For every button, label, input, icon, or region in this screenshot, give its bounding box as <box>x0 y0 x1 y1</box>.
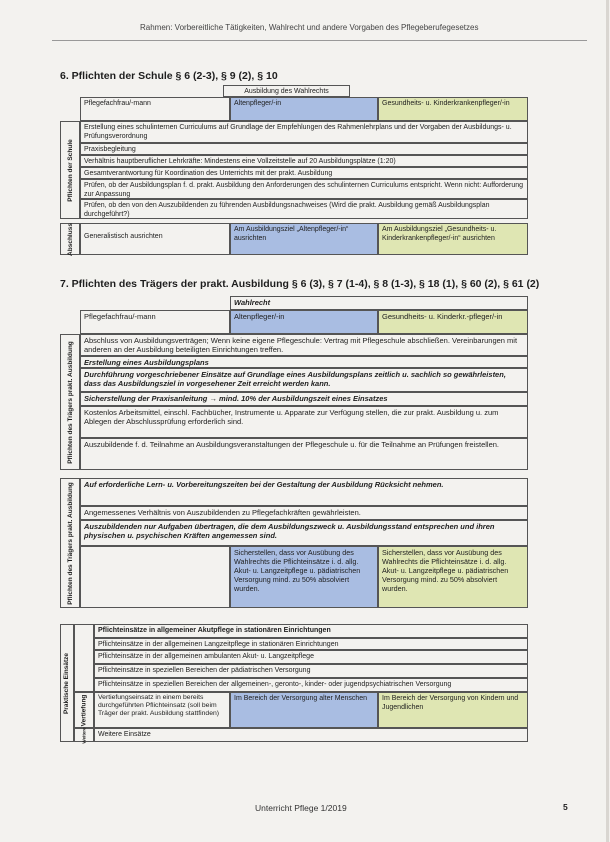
s8-weitere-row: Weitere Einsätze <box>94 728 528 742</box>
s8-vertiefung-col2: Im Bereich der Versorgung alter Menschen <box>230 692 378 728</box>
s8-vertiefung-col1: Vertiefungseinsatz in einem bereits durchgeführten Pflichteinsatz (soll beim Träger der prakt. Ausbildung stattfinden) <box>94 692 230 728</box>
s7-col1: Pflegefachfrau/-mann <box>80 310 230 334</box>
s7-col2: Altenpfleger/-in <box>230 310 378 334</box>
s6-bottom-col1: Generalistisch ausrichten <box>80 223 230 255</box>
s6-row: Prüfen, ob den von den Auszubildenden zu führenden Ausbildungsnachweises (Wird die prakt. Ausbildung gemäß Ausbildungsplan durchgeführt?) <box>80 199 528 219</box>
s8-weitere-label: Weitere <box>74 728 94 742</box>
s6-bottom-label: Abschluss <box>60 223 80 255</box>
s6-row: Verhältnis hauptberuflicher Lehrkräfte: Mindestens eine Vollzeitstelle auf 20 Ausbildungsplätze (1:20) <box>80 155 528 167</box>
s7-col3: Gesundheits- u. Kinderkr.-pfleger/-in <box>378 310 528 334</box>
s8-vertiefung-col3: Im Bereich der Versorgung von Kindern und Jugendlichen <box>378 692 528 728</box>
s8-row: Pflichteinsätze in der allgemeinen ambulanten Akut- u. Langzeitpflege <box>94 650 528 664</box>
running-header: Rahmen: Vorbereitliche Tätigkeiten, Wahlrecht und andere Vorgaben des Pflegeberufegesetzes <box>140 23 479 32</box>
s7-row: Auszubildenden nur Aufgaben übertragen, die dem Ausbildungszweck u. Ausbildungsstand entsprechen und ihren physischen u. psychischen Kräften angemessen sind. <box>80 520 528 546</box>
s7-row: Angemessenes Verhältnis von Auszubildenden zu Pflegefachkräften gewährleisten. <box>80 506 528 520</box>
s6-col2: Altenpfleger/-in <box>230 97 378 121</box>
section-6-title: 6. Pflichten der Schule § 6 (2-3), § 9 (2), § 10 <box>60 70 278 82</box>
s7-row: Auszubildende f. d. Teilnahme an Ausbildungsveranstaltungen der Pflegeschule u. für die Teilnahme an Prüfungen freistellen. <box>80 438 528 470</box>
s8-pflicht-spacer <box>74 624 94 692</box>
s6-col1: Pflegefachfrau/-mann <box>80 97 230 121</box>
s7-wahl-col1 <box>80 546 230 608</box>
s8-row: Pflichteinsätze in speziellen Bereichen der allgemeinen-, geronto-, kinder- oder jugendpsychiatrischen Versorgung <box>94 678 528 692</box>
s6-row: Gesamtverantwortung für Koordination des Unterrichts mit der prakt. Ausbildung <box>80 167 528 179</box>
s7-top-header: Wahlrecht <box>230 296 528 310</box>
s6-side-label: Pflichten der Schule <box>60 121 80 219</box>
s6-col3: Gesundheits- u. Kinderkrankenpfleger/-in <box>378 97 528 121</box>
s8-row: Pflichteinsätze in der allgemeinen Langzeitpflege in stationären Einrichtungen <box>94 638 528 650</box>
s7-row: Erstellung eines Ausbildungsplans <box>80 356 528 368</box>
s6-bottom-col3: Am Ausbildungsziel „Gesundheits- u. Kinderkrankenpfleger/-in“ ausrichten <box>378 223 528 255</box>
s7-row: Abschluss von Ausbildungsverträgen; Wenn keine eigene Pflegeschule: Vertrag mit Pflegeschule abschließen. Vereinbarungen mit anderen an der Ausbildung beteiligten Einrichtungen treffen. <box>80 334 528 356</box>
page-number: 5 <box>563 802 568 812</box>
s8-row: Pflichteinsätze in allgemeiner Akutpflege in stationären Einrichtungen <box>94 624 528 638</box>
s7-wahl-col3: Sicherstellen, dass vor Ausübung des Wahlrechts die Pflichteinsätze i. d. allg. Akut- u. Langzeitpflege u. pädiatrischen Versorgung mind. zu 50% absolviert wurden. <box>378 546 528 608</box>
s6-row: Prüfen, ob der Ausbildungsplan f. d. prakt. Ausbildung den Anforderungen des schulinternen Curriculums entspricht. Wenn nicht: Aufforderung zur Anpassung <box>80 179 528 199</box>
footer: Unterricht Pflege 1/2019 <box>255 803 347 813</box>
s6-top-header: Ausbildung des Wahlrechts <box>223 85 350 97</box>
s7-row: Auf erforderliche Lern- u. Vorbereitungszeiten bei der Gestaltung der Ausbildung Rücksicht nehmen. <box>80 478 528 506</box>
s7-row: Sicherstellung der Praxisanleitung → mind. 10% der Ausbildungszeit eines Einsatzes <box>80 392 528 406</box>
s7-side-label-b: Pflichten des Trägers prakt. Ausbildung <box>60 478 80 608</box>
s7-row: Kostenlos Arbeitsmittel, einschl. Fachbücher, Instrumente u. Apparate zur Verfügung stellen, die zur prakt. Ausbildung u. zum Ablegen der Abschlussprüfung erforderlich sind. <box>80 406 528 438</box>
s7-side-label-a: Pflichten des Trägers prakt. Ausbildung <box>60 334 80 470</box>
s6-row: Erstellung eines schulinternen Curriculums auf Grundlage der Empfehlungen des Rahmenlehrplans und der Vorgaben der Ausbildungs- u. Prüfungsverordnung <box>80 121 528 143</box>
s6-bottom-col2: Am Ausbildungsziel „Altenpfleger/-in“ ausrichten <box>230 223 378 255</box>
s8-vertiefung-label: Vertiefung <box>74 692 94 728</box>
s7-wahl-col2: Sicherstellen, dass vor Ausübung des Wahlrechts die Pflichteinsätze i. d. allg. Akut- u. Langzeitpflege u. pädiatrischen Versorgung mind. zu 50% absolviert wurden. <box>230 546 378 608</box>
section-7-title: 7. Pflichten des Trägers der prakt. Ausbildung § 6 (3), § 7 (1-4), § 8 (1-3), § 18 (1), § 60 (2), § 61 (2) <box>60 278 540 290</box>
s8-outer-label: Praktische Einsätze <box>60 624 74 742</box>
s8-row: Pflichteinsätze in speziellen Bereichen der pädiatrischen Versorgung <box>94 664 528 678</box>
s7-row: Durchführung vorgeschriebener Einsätze auf Grundlage eines Ausbildungsplans zeitlich u. sachlich so gewährleisten, dass das Ausbildungsziel in vorgesehener Zeit erreicht werden kann. <box>80 368 528 392</box>
header-divider <box>52 40 587 41</box>
s6-row: Praxisbegleitung <box>80 143 528 155</box>
